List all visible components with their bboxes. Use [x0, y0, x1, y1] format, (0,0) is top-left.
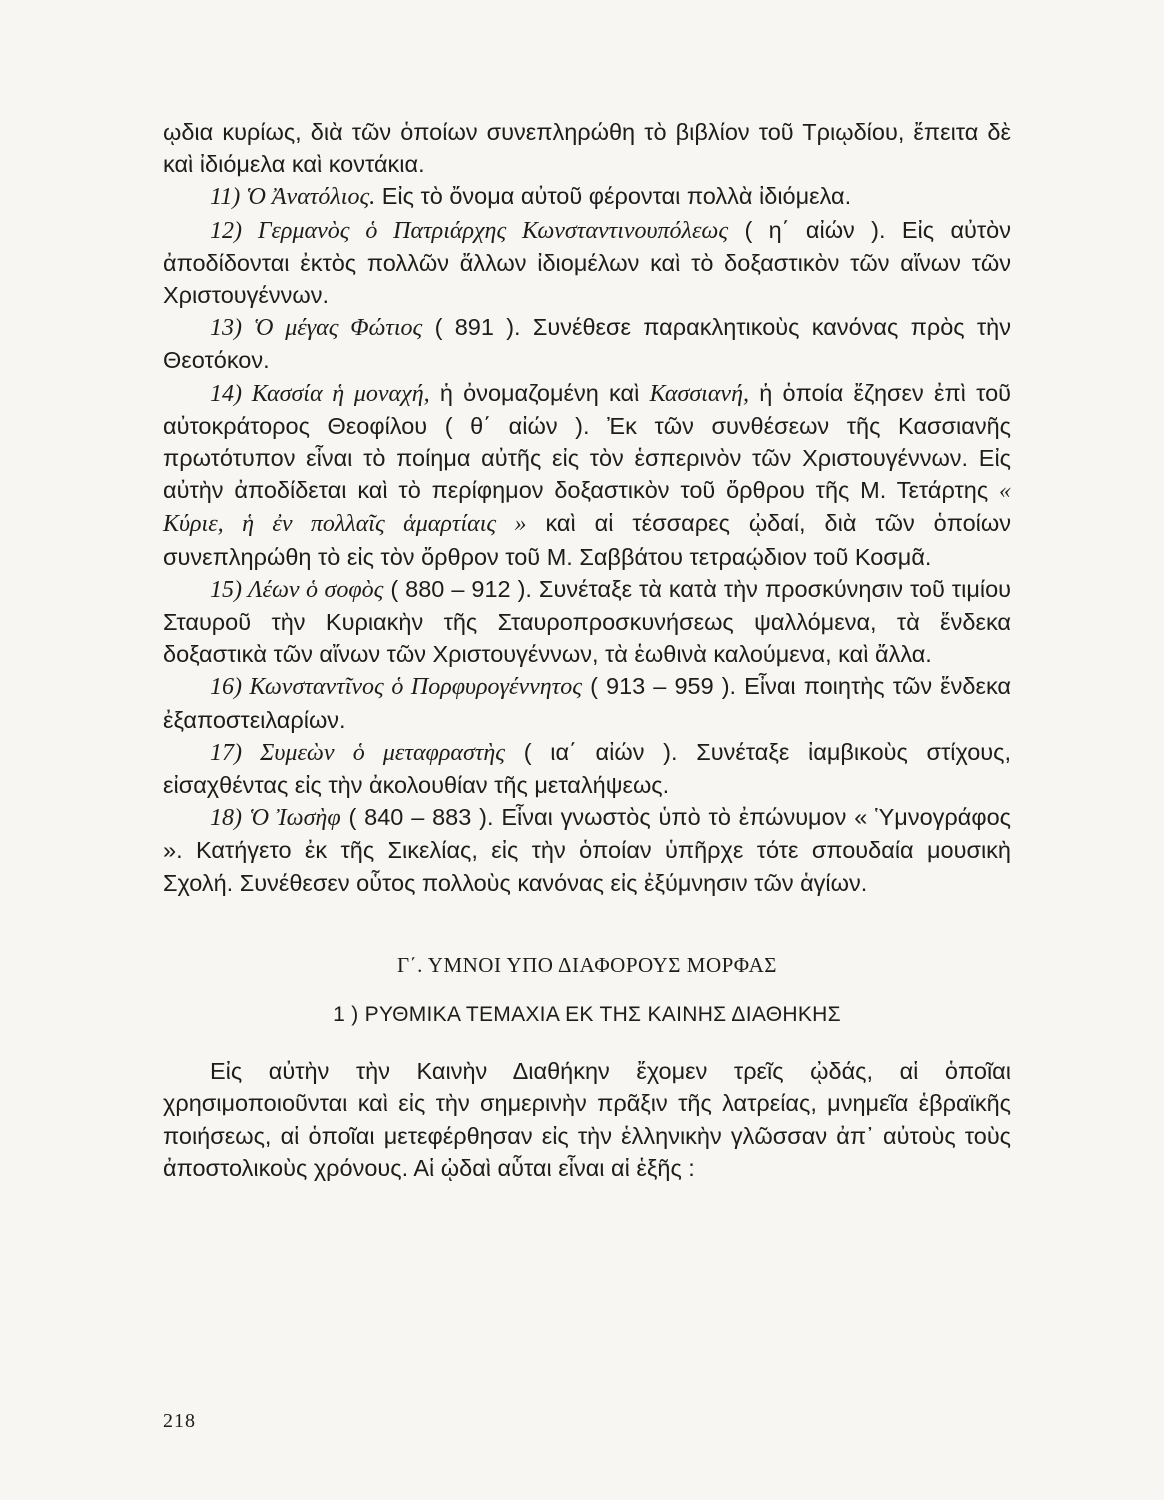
section-title: Γ΄. ΥΜΝΟΙ ΥΠΟ ΔΙΑΦΟΡΟΥΣ ΜΟΡΦΑΣ — [396, 952, 778, 977]
entry-14 — [163, 377, 1011, 573]
entry-14-hymn-quote: « Κύριε, ἡ ἐν πολλαῖς ἁμαρτίαις » — [163, 478, 1011, 538]
page-number: 218 — [163, 1410, 196, 1432]
entry-11-heading: 11) Ὁ Ἀνατόλιος. — [210, 184, 376, 211]
entry-15-heading: 15) Λέων ὁ σοφὸς — [210, 576, 384, 603]
entry-15 — [163, 573, 1011, 671]
entry-14-text-a: ἡ ὀνομαζομένη καὶ — [429, 379, 650, 406]
entry-18 — [163, 801, 1011, 899]
entry-15-text: ( 880 – 912 ). Συνέταξε τὰ κατὰ τὴν προσκύνησιν τοῦ τιμίου Σταυροῦ τὴν Κυριακὴν τῆς Σταυροπροσκυνήσεως ψαλλόμενα, τὰ ἕνδεκα δοξαστικὰ τῶν αἴνων τῶν Χριστουγέννων, τὰ ἑωθινὰ καλούμενα, καὶ ἄλλα. — [163, 575, 1011, 668]
entry-14-alt-name: Κασσιανή, — [649, 380, 749, 407]
section-subtitle: 1 ) ΡΥΘΜΙΚΑ ΤΕΜΑΧΙΑ ΕΚ ΤΗΣ ΚΑΙΝΗΣ ΔΙΑΘΗΚΗΣ — [333, 1003, 841, 1027]
entry-16 — [163, 670, 1011, 735]
entry-16-heading: 16) Κωνσταντῖνος ὁ Πορφυρογέννητος — [210, 674, 583, 701]
entry-14-text-c: καὶ αἱ τέσσαρες ᾠδαί, διὰ τῶν ὁποίων συνεπληρώθη τὸ εἰς τὸν ὄρθρον τοῦ Μ. Σαββάτου τετραῴδιον τοῦ Κοσμᾶ. — [163, 510, 1011, 570]
intro-paragraph: ῳδια κυρίως, διὰ τῶν ὁποίων συνεπληρώθη τὸ βιβλίον τοῦ Τριῳδίου, ἔπειτα δὲ καὶ ἰδιόμελα καὶ κοντάκια. — [163, 119, 1011, 178]
entry-14-text-b: ἡ ὁποία ἔζησεν ἐπὶ τοῦ αὐτοκράτορος Θεοφίλου ( θ΄ αἰών ). Ἐκ τῶν συνθέσεων τῆς Κασσιανῆς πρωτότυπον εἶναι τὸ ποίημα αὐτῆς εἰς τὸν ἑσπερινὸν τῶν Χριστουγέννων. Εἰς αὐτὴν ἀποδίδεται καὶ τὸ περίφημον δοξαστικὸν τοῦ ὄρθρου τῆς Μ. Τετάρτης — [163, 379, 1011, 504]
entry-17 — [163, 736, 1011, 801]
entry-17-text: ( ια΄ αἰών ). Συνέταξε ἰαμβικοὺς στίχους, εἰσαχθέντας εἰς τὴν ἀκολουθίαν τῆς μεταλήψεως. — [163, 738, 1011, 799]
entry-12-text: ( η΄ αἰών ). Εἰς αὐτὸν ἀποδίδονται ἐκτὸς πολλῶν ἄλλων ἰδιομέλων καὶ τὸ δοξαστικὸν τῶν αἴνων τῶν Χριστουγέννων. — [163, 216, 1011, 309]
entry-12-heading: 12) Γερμανὸς ὁ Πατριάρχης Κωνσταντινουπόλεως — [210, 217, 729, 244]
entry-18-text: ( 840 – 883 ). Εἶναι γνωστὸς ὑπὸ τὸ ἐπώνυμον « Ὑμνογράφος ». Κατήγετο ἐκ τῆς Σικελίας, εἰς τὴν ὁποίαν ὑπῆρχε τότε σπουδαία μουσικὴ Σχολή. Συνέθεσεν οὗτος πολλοὺς κανόνας εἰς ἐξύμνησιν τῶν ἁγίων. — [163, 804, 1011, 896]
entry-12 — [163, 214, 1011, 312]
entry-11 — [163, 180, 1011, 213]
entry-11-text: Εἰς τὸ ὄνομα αὐτοῦ φέρονται πολλὰ ἰδιόμελα. — [375, 183, 852, 210]
section-paragraph: Εἰς αὐτὴν τὴν Καινὴν Διαθήκην ἔχομεν τρεῖς ᾠδάς, αἱ ὁποῖαι χρησιμοποιοῦνται καὶ εἰς τὴν σημερινὴν πρᾶξιν τῆς λατρείας, μνημεῖα ἑβραϊκῆς ποιήσεως, αἱ ὁποῖαι μετεφέρθησαν εἰς τὴν ἑλληνικὴν γλῶσσαν ἀπ᾿ αὐτοὺς τοὺς ἀποστολικοὺς χρόνους. Αἱ ᾠδαὶ αὗται εἶναι αἱ ἑξῆς : — [163, 1058, 1011, 1181]
entry-14-heading: 14) Κασσία ἡ μοναχή, — [210, 380, 430, 407]
entry-18-heading: 18) Ὁ Ἰωσὴφ — [210, 805, 341, 832]
page-body — [163, 116, 1011, 1184]
entry-17-heading: 17) Συμεὼν ὁ μεταφραστὴς — [210, 739, 506, 766]
entry-13 — [163, 311, 1011, 376]
entry-16-text: ( 913 – 959 ). Εἶναι ποιητὴς τῶν ἕνδεκα ἐξαποστειλαρίων. — [163, 673, 1011, 733]
entry-13-text: ( 891 ). Συνέθεσε παρακλητικοὺς κανόνας πρὸς τὴν Θεοτόκον. — [163, 314, 1011, 374]
entry-13-heading: 13) Ὁ μέγας Φώτιος — [210, 315, 423, 342]
